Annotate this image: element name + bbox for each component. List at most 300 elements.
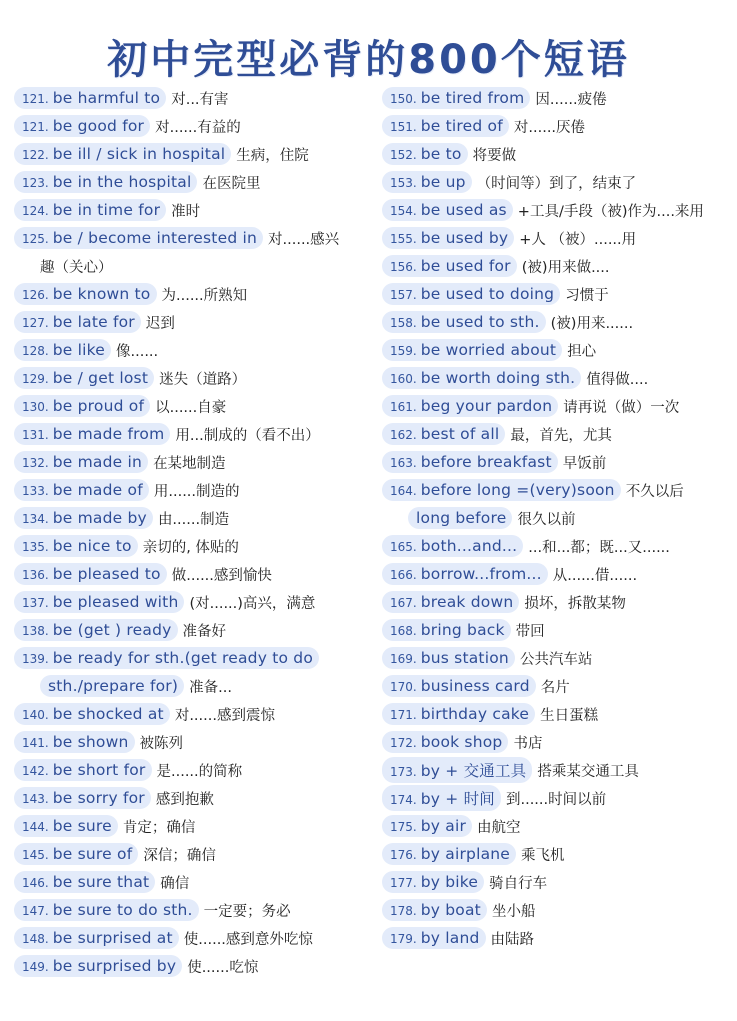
- entry-meaning: +人 （被）......用: [519, 231, 637, 248]
- phrase-entry: [14, 924, 374, 952]
- phrase-highlight: [14, 423, 170, 445]
- entry-phrase: birthday cake: [420, 705, 530, 723]
- entry-number: 177.: [390, 876, 417, 890]
- phrase-highlight: [382, 757, 532, 783]
- entry-meaning: 肯定；确信: [122, 819, 196, 836]
- phrase-entry: [382, 700, 727, 728]
- entry-phrase: be used to doing: [420, 285, 555, 303]
- phrase-entry: [382, 224, 727, 252]
- entry-phrase: be pleased to: [52, 565, 161, 583]
- entry-phrase: bus station: [420, 649, 509, 667]
- phrase-entry: [382, 532, 727, 560]
- phrase-entry: [382, 308, 727, 336]
- phrase-highlight: [382, 871, 484, 893]
- phrase-entry: [14, 140, 374, 168]
- entry-meaning: 将要做: [472, 147, 517, 164]
- entry-number: 172.: [390, 736, 417, 750]
- entry-meaning: 很久以前: [517, 511, 576, 528]
- entry-meaning: 准备...: [189, 679, 232, 696]
- phrase-entry: [14, 364, 374, 392]
- entry-number: 132.: [22, 456, 49, 470]
- phrase-highlight: [14, 143, 231, 165]
- entry-meaning: ...和...都；既...又......: [528, 539, 670, 556]
- entry-phrase: be up: [420, 173, 466, 191]
- entry-number: 134.: [22, 512, 49, 526]
- entry-phrase: by + 交通工具: [420, 762, 527, 780]
- entry-number: 169.: [390, 652, 417, 666]
- entry-meaning: 由航空: [477, 819, 521, 836]
- entry-meaning: 早饭前: [562, 455, 607, 472]
- phrase-entry: [382, 476, 727, 504]
- entry-meaning: 用......制造的: [153, 483, 240, 500]
- entry-phrase: best of all: [420, 425, 500, 443]
- entry-number: 127.: [22, 316, 49, 330]
- entry-number: 150.: [390, 92, 417, 106]
- entry-meaning: 使......吃惊: [187, 959, 259, 976]
- phrase-highlight: [382, 815, 472, 837]
- phrase-highlight: [382, 591, 519, 613]
- phrase-entry: [14, 392, 374, 420]
- phrase-highlight: [14, 647, 319, 669]
- phrase-highlight: [382, 255, 517, 277]
- entry-number: 174.: [390, 793, 417, 807]
- entry-number: 125.: [22, 232, 49, 246]
- entry-phrase: be tired of: [420, 117, 503, 135]
- phrase-highlight: [408, 507, 512, 529]
- entry-meaning: 使......感到意外吃惊: [183, 931, 313, 948]
- phrase-highlight: [382, 785, 501, 811]
- entry-number: 135.: [22, 540, 49, 554]
- phrase-entry: [382, 168, 727, 196]
- entry-phrase: be pleased with: [52, 593, 179, 611]
- entry-meaning: 感到抱歉: [155, 791, 214, 808]
- entry-phrase: be to: [420, 145, 462, 163]
- phrase-entry: [14, 560, 374, 588]
- entry-number: 149.: [22, 960, 49, 974]
- entry-phrase: be made of: [52, 481, 143, 499]
- phrase-highlight: [14, 367, 154, 389]
- entry-number: 158.: [390, 316, 417, 330]
- entry-number: 167.: [390, 596, 417, 610]
- phrase-entry: [14, 616, 374, 644]
- phrase-highlight: [382, 703, 535, 725]
- phrase-entry: [14, 476, 374, 504]
- entry-meaning: 对......有益的: [155, 119, 241, 136]
- entry-meaning: 用...制成的（看不出）: [175, 427, 320, 444]
- phrase-highlight: [382, 199, 513, 221]
- entry-phrase: be harmful to: [52, 89, 161, 107]
- entry-number: 160.: [390, 372, 417, 386]
- phrase-entry: [382, 364, 727, 392]
- entry-meaning: 习惯于: [565, 287, 609, 304]
- phrase-entry: [14, 224, 374, 252]
- phrase-entry: [382, 252, 727, 280]
- entry-number: 179.: [390, 932, 417, 946]
- entry-number: 131.: [22, 428, 49, 442]
- entry-meaning: 对......厌倦: [513, 119, 586, 136]
- entry-phrase: by air: [420, 817, 467, 835]
- entry-phrase: be ill / sick in hospital: [52, 145, 226, 163]
- entry-phrase: be made by: [52, 509, 147, 527]
- entry-phrase: be in the hospital: [52, 173, 192, 191]
- phrase-highlight: [382, 423, 505, 445]
- entry-phrase: by land: [420, 929, 480, 947]
- phrase-highlight: [14, 507, 153, 529]
- entry-number: 147.: [22, 904, 49, 918]
- entry-meaning: (被)用来做....: [521, 259, 610, 276]
- entry-meaning: （时间等）到了，结束了: [476, 175, 637, 192]
- entry-meaning: 乘飞机: [521, 847, 565, 864]
- phrase-highlight: [382, 843, 516, 865]
- phrase-highlight: [14, 843, 138, 865]
- entry-number: 121.: [22, 92, 49, 106]
- entry-phrase: be in time for: [52, 201, 161, 219]
- phrase-entry: [14, 448, 374, 476]
- phrase-entry: [14, 868, 374, 896]
- entry-meaning: 因......疲倦: [535, 91, 607, 108]
- entry-meaning: 趣（关心）: [40, 259, 113, 276]
- phrase-highlight: [382, 339, 562, 361]
- entry-number: 128.: [22, 344, 49, 358]
- entry-phrase: be sure to do sth.: [52, 901, 193, 919]
- entry-number: 152.: [390, 148, 417, 162]
- entry-phrase: borrow...from...: [420, 565, 542, 583]
- phrase-entry: [14, 112, 374, 140]
- phrase-entry: [14, 252, 374, 280]
- entry-meaning: 在医院里: [202, 175, 261, 192]
- entry-phrase: bring back: [420, 621, 505, 639]
- entry-meaning: 对......感兴: [268, 231, 340, 248]
- entry-number: 175.: [390, 820, 417, 834]
- phrase-highlight: [14, 311, 141, 333]
- entry-phrase: be used by: [420, 229, 509, 247]
- entry-phrase: be late for: [52, 313, 135, 331]
- entry-number: 140.: [22, 708, 49, 722]
- phrase-highlight: [14, 899, 199, 921]
- entry-phrase: before long =(very)soon: [420, 481, 615, 499]
- entry-number: 144.: [22, 820, 49, 834]
- entry-number: 137.: [22, 596, 49, 610]
- entry-number: 138.: [22, 624, 49, 638]
- entry-meaning: 骑自行车: [489, 875, 548, 892]
- entry-meaning: 对...有害: [171, 91, 229, 108]
- phrase-highlight: [14, 955, 182, 977]
- entry-number: 165.: [390, 540, 417, 554]
- entry-phrase: be used as: [420, 201, 507, 219]
- entry-meaning: 确信: [160, 875, 190, 892]
- phrase-entry: [382, 84, 727, 112]
- entry-phrase: be / get lost: [52, 369, 149, 387]
- phrase-highlight: [382, 927, 486, 949]
- phrase-entry: [14, 84, 374, 112]
- left-column: [14, 84, 374, 980]
- phrase-entry: [14, 840, 374, 868]
- phrase-entry: [382, 784, 727, 812]
- right-column: [382, 84, 727, 952]
- entry-phrase: be worried about: [420, 341, 557, 359]
- entry-meaning: 是......的简称: [156, 763, 243, 780]
- entry-phrase: be known to: [52, 285, 151, 303]
- entry-meaning: 生病，住院: [236, 147, 309, 164]
- entry-meaning: 为......所熟知: [161, 287, 248, 304]
- phrase-entry: [382, 840, 727, 868]
- entry-number: 171.: [390, 708, 417, 722]
- entry-number: 129.: [22, 372, 49, 386]
- phrase-highlight: [382, 395, 558, 417]
- entry-phrase: beg your pardon: [420, 397, 553, 415]
- phrase-highlight: [382, 899, 487, 921]
- entry-meaning: (对......)高兴，满意: [189, 595, 316, 612]
- entry-phrase: be ready for sth.(get ready to do: [52, 649, 314, 667]
- entry-number: 156.: [390, 260, 417, 274]
- phrase-entry: [382, 140, 727, 168]
- entry-phrase: business card: [420, 677, 530, 695]
- entry-number: 168.: [390, 624, 417, 638]
- entry-meaning: 亲切的, 体贴的: [142, 539, 239, 556]
- entry-phrase: by boat: [420, 901, 481, 919]
- phrase-entry: [382, 812, 727, 840]
- entry-meaning: 不久以后: [625, 483, 684, 500]
- entry-phrase: be shown: [52, 733, 129, 751]
- entry-meaning: 名片: [540, 679, 570, 696]
- phrase-entry: [382, 588, 727, 616]
- entry-phrase: before breakfast: [420, 453, 552, 471]
- phrase-highlight: [14, 871, 155, 893]
- phrase-highlight: [382, 479, 621, 501]
- entry-phrase: be short for: [52, 761, 146, 779]
- phrase-highlight: [382, 675, 536, 697]
- entry-meaning: 一定要；务必: [203, 903, 291, 920]
- phrase-entry: [382, 728, 727, 756]
- page-title: 初中完型必背的800个短语: [107, 37, 630, 83]
- phrase-entry: [382, 504, 727, 532]
- entry-number: 176.: [390, 848, 417, 862]
- entry-phrase: by airplane: [420, 845, 511, 863]
- entry-number: 126.: [22, 288, 49, 302]
- phrase-highlight: [14, 563, 167, 585]
- phrase-highlight: [14, 787, 151, 809]
- entry-meaning: 被陈列: [139, 735, 184, 752]
- phrase-highlight: [14, 927, 179, 949]
- entry-number: 163.: [390, 456, 417, 470]
- entry-meaning: 最，首先，尤其: [510, 427, 612, 444]
- entry-meaning: 担心: [567, 343, 597, 360]
- entry-meaning: 准备好: [182, 623, 226, 640]
- phrase-highlight: [14, 115, 150, 137]
- phrase-entry: [14, 168, 374, 196]
- entry-number: 170.: [390, 680, 417, 694]
- phrase-entry: [14, 196, 374, 224]
- phrase-highlight: [14, 815, 118, 837]
- phrase-highlight: [14, 283, 157, 305]
- phrase-entry: [382, 392, 727, 420]
- entry-phrase: sth./prepare for): [48, 677, 179, 695]
- phrase-highlight: [382, 143, 468, 165]
- phrase-entry: [14, 812, 374, 840]
- entry-meaning: 公共汽车站: [519, 651, 593, 668]
- phrase-entry: [14, 756, 374, 784]
- entry-number: 143.: [22, 792, 49, 806]
- phrase-entry: [382, 560, 727, 588]
- entry-number: 153.: [390, 176, 417, 190]
- phrase-highlight: [382, 731, 508, 753]
- entry-number: 164.: [390, 484, 417, 498]
- phrase-highlight: [382, 283, 560, 305]
- phrase-entry: [14, 728, 374, 756]
- entry-number: 155.: [390, 232, 417, 246]
- entry-number: 148.: [22, 932, 49, 946]
- entry-meaning: 做......感到愉快: [171, 567, 272, 584]
- entry-phrase: be made from: [52, 425, 165, 443]
- entry-meaning: 值得做....: [586, 371, 649, 388]
- entry-number: 178.: [390, 904, 417, 918]
- entry-meaning: 请再说（做）一次: [563, 399, 680, 416]
- phrase-entry: [14, 784, 374, 812]
- entry-number: 146.: [22, 876, 49, 890]
- entry-phrase: be (get ) ready: [52, 621, 172, 639]
- entry-number: 141.: [22, 736, 49, 750]
- entry-number: 151.: [390, 120, 417, 134]
- entry-number: 123.: [22, 176, 49, 190]
- phrase-entry: [382, 924, 727, 952]
- entry-meaning: 在某地制造: [153, 455, 226, 472]
- phrase-entry: [382, 896, 727, 924]
- entry-phrase: break down: [420, 593, 514, 611]
- entry-meaning: 生日蛋糕: [540, 707, 599, 724]
- entry-meaning: 损坏，拆散某物: [524, 595, 626, 612]
- entry-meaning: 由陆路: [490, 931, 535, 948]
- entry-phrase: long before: [416, 509, 507, 527]
- phrase-highlight: [382, 87, 530, 109]
- entry-phrase: by bike: [420, 873, 479, 891]
- entry-phrase: be worth doing sth.: [420, 369, 576, 387]
- phrase-entry: [14, 504, 374, 532]
- phrase-entry: [14, 420, 374, 448]
- entry-phrase: be surprised by: [52, 957, 177, 975]
- phrase-highlight: [382, 171, 472, 193]
- phrase-entry: [382, 420, 727, 448]
- phrase-highlight: [40, 675, 184, 697]
- entry-meaning: 像......: [116, 343, 159, 360]
- phrase-entry: [382, 756, 727, 784]
- phrase-entry: [382, 868, 727, 896]
- phrase-highlight: [14, 535, 138, 557]
- entry-number: 133.: [22, 484, 49, 498]
- entry-number: 154.: [390, 204, 417, 218]
- phrase-highlight: [14, 227, 263, 249]
- phrase-entry: [382, 672, 727, 700]
- entry-number: 136.: [22, 568, 49, 582]
- entry-number: 130.: [22, 400, 49, 414]
- entry-number: 122.: [22, 148, 49, 162]
- entry-phrase: be shocked at: [52, 705, 164, 723]
- entry-number: 162.: [390, 428, 417, 442]
- phrase-entry: [14, 644, 374, 672]
- entry-meaning: 带回: [515, 623, 545, 640]
- entry-phrase: both...and...: [420, 537, 518, 555]
- entry-meaning: 到......时间以前: [505, 791, 607, 808]
- entry-phrase: be / become interested in: [52, 229, 258, 247]
- entry-number: 142.: [22, 764, 49, 778]
- phrase-entry: [14, 280, 374, 308]
- phrase-entry: [382, 112, 727, 140]
- entry-meaning: 由......制造: [157, 511, 230, 528]
- phrase-entry: [382, 644, 727, 672]
- entry-phrase: be used for: [420, 257, 511, 275]
- entry-phrase: be made in: [52, 453, 143, 471]
- entry-phrase: be nice to: [52, 537, 132, 555]
- phrase-entry: [14, 896, 374, 924]
- phrase-highlight: [382, 115, 509, 137]
- phrase-highlight: [382, 619, 511, 641]
- entry-number: 124.: [22, 204, 49, 218]
- phrase-entry: [382, 196, 727, 224]
- entry-number: 121.: [22, 120, 49, 134]
- phrase-entry: [14, 532, 374, 560]
- entry-number: 161.: [390, 400, 417, 414]
- phrase-entry: [14, 588, 374, 616]
- entry-number: 157.: [390, 288, 417, 302]
- entry-meaning: 从......借......: [552, 567, 638, 584]
- phrase-entry: [382, 448, 727, 476]
- entry-number: 173.: [390, 765, 417, 779]
- phrase-highlight: [14, 479, 149, 501]
- phrase-highlight: [382, 311, 546, 333]
- phrase-highlight: [14, 395, 150, 417]
- entry-meaning: (被)用来......: [550, 315, 634, 332]
- phrase-highlight: [382, 647, 515, 669]
- entry-phrase: be used to sth.: [420, 313, 540, 331]
- entry-phrase: be sorry for: [52, 789, 145, 807]
- phrase-highlight: [382, 227, 514, 249]
- phrase-highlight: [382, 563, 548, 585]
- entry-meaning: 以......自豪: [155, 399, 227, 416]
- phrase-entry: [14, 672, 374, 700]
- phrase-highlight: [14, 703, 170, 725]
- phrase-highlight: [14, 171, 197, 193]
- entry-phrase: by + 时间: [420, 790, 495, 808]
- entry-meaning: 迷失（道路）: [159, 371, 247, 388]
- phrase-highlight: [382, 535, 523, 557]
- entry-number: 139.: [22, 652, 49, 666]
- phrase-entry: [382, 280, 727, 308]
- entry-phrase: be sure of: [52, 845, 133, 863]
- entry-meaning: +工具/手段（被)作为....来用: [517, 203, 704, 220]
- entry-meaning: 深信；确信: [143, 847, 216, 864]
- entry-phrase: be like: [52, 341, 105, 359]
- phrase-highlight: [14, 451, 148, 473]
- entry-phrase: be sure: [52, 817, 112, 835]
- entry-phrase: be proud of: [52, 397, 145, 415]
- entry-meaning: 书店: [513, 735, 543, 752]
- entry-meaning: 搭乘某交通工具: [537, 763, 639, 780]
- phrase-highlight: [382, 367, 581, 389]
- phrase-entry: [14, 700, 374, 728]
- phrase-highlight: [382, 451, 558, 473]
- entry-phrase: be surprised at: [52, 929, 173, 947]
- phrase-highlight: [14, 619, 178, 641]
- entry-meaning: 准时: [171, 203, 201, 220]
- phrase-highlight: [14, 731, 135, 753]
- phrase-entry: [14, 336, 374, 364]
- entry-phrase: be sure that: [52, 873, 150, 891]
- phrase-entry: [382, 336, 727, 364]
- phrase-highlight: [14, 87, 166, 109]
- entry-phrase: be tired from: [420, 89, 525, 107]
- entry-meaning: 对......感到震惊: [174, 707, 275, 724]
- entry-number: 145.: [22, 848, 49, 862]
- entry-phrase: be good for: [52, 117, 145, 135]
